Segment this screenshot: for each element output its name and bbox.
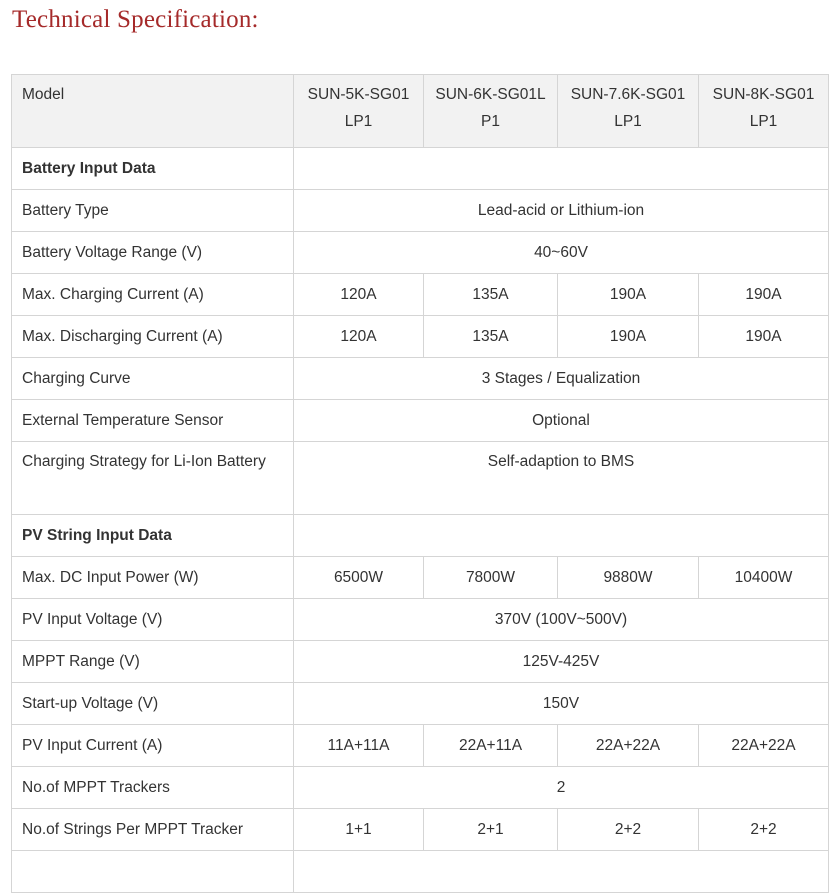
table-row-li-ion-charging-strategy: [12, 442, 829, 515]
cell-value: 190A: [558, 274, 699, 316]
table-row-startup-voltage: [12, 683, 829, 725]
row-label: Battery Type: [12, 190, 294, 232]
row-value: 370V (100V~500V): [294, 599, 829, 641]
cell-value: 22A+11A: [424, 725, 558, 767]
row-value: Lead-acid or Lithium-ion: [294, 190, 829, 232]
table-row-max-discharging-current: [12, 316, 829, 358]
cell-value: 2+2: [699, 809, 829, 851]
row-value: 40~60V: [294, 232, 829, 274]
row-label: PV Input Voltage (V): [12, 599, 294, 641]
cell-value: 135A: [424, 316, 558, 358]
row-value-empty: [294, 851, 829, 893]
cell-value: 22A+22A: [558, 725, 699, 767]
cell-value: 11A+11A: [294, 725, 424, 767]
table-row-mppt-range: [12, 641, 829, 683]
row-label: Charging Strategy for Li-Ion Battery: [12, 442, 294, 515]
cell-value: 120A: [294, 316, 424, 358]
section-empty-cell: [294, 515, 829, 557]
row-value: Optional: [294, 400, 829, 442]
row-label: Max. DC Input Power (W): [12, 557, 294, 599]
table-row-mppt-trackers: [12, 767, 829, 809]
row-value: 3 Stages / Equalization: [294, 358, 829, 400]
cell-value: 10400W: [699, 557, 829, 599]
table-row-battery-voltage: [12, 232, 829, 274]
row-label: MPPT Range (V): [12, 641, 294, 683]
cell-value: 2+1: [424, 809, 558, 851]
cell-value: 190A: [699, 274, 829, 316]
cell-value: 135A: [424, 274, 558, 316]
table-row-battery-type: [12, 190, 829, 232]
row-label: No.of MPPT Trackers: [12, 767, 294, 809]
section-empty-cell: [294, 148, 829, 190]
table-row-strings-per-tracker: [12, 809, 829, 851]
model-name-6k: SUN-6K-SG01LP1: [424, 75, 558, 148]
cell-value: 120A: [294, 274, 424, 316]
row-value: Self-adaption to BMS: [294, 442, 829, 515]
cell-value: 190A: [558, 316, 699, 358]
table-row-pv-input-current: [12, 725, 829, 767]
section-heading-battery: Battery Input Data: [12, 148, 294, 190]
table-row-external-temperature-sensor: [12, 400, 829, 442]
row-label: No.of Strings Per MPPT Tracker: [12, 809, 294, 851]
row-value: 150V: [294, 683, 829, 725]
cell-value: 7800W: [424, 557, 558, 599]
cell-value: 6500W: [294, 557, 424, 599]
table-row-max-dc-input-power: [12, 557, 829, 599]
cell-value: 22A+22A: [699, 725, 829, 767]
specification-table: [11, 74, 829, 893]
cell-value: 2+2: [558, 809, 699, 851]
row-label: Start-up Voltage (V): [12, 683, 294, 725]
row-label: Max. Charging Current (A): [12, 274, 294, 316]
row-value: 125V-425V: [294, 641, 829, 683]
page-title: Technical Specification:: [12, 6, 259, 33]
row-value: 2: [294, 767, 829, 809]
cell-value: 9880W: [558, 557, 699, 599]
row-label-empty: [12, 851, 294, 893]
section-heading-pv-string: PV String Input Data: [12, 515, 294, 557]
cell-value: 1+1: [294, 809, 424, 851]
table-header-row: [12, 75, 829, 148]
row-label: PV Input Current (A): [12, 725, 294, 767]
row-label: Charging Curve: [12, 358, 294, 400]
cell-value: 190A: [699, 316, 829, 358]
row-label: External Temperature Sensor: [12, 400, 294, 442]
row-label: Max. Discharging Current (A): [12, 316, 294, 358]
row-label: Battery Voltage Range (V): [12, 232, 294, 274]
model-name-7-6k: SUN-7.6K-SG01LP1: [558, 75, 699, 148]
table-row-partial: [12, 851, 829, 893]
table-row-pv-input-voltage: [12, 599, 829, 641]
table-row-max-charging-current: [12, 274, 829, 316]
model-name-8k: SUN-8K-SG01LP1: [699, 75, 829, 148]
section-row-battery: [12, 148, 829, 190]
row-label-model: Model: [12, 75, 294, 148]
model-name-5k: SUN-5K-SG01LP1: [294, 75, 424, 148]
table-row-charging-curve: [12, 358, 829, 400]
section-row-pv-string: [12, 515, 829, 557]
